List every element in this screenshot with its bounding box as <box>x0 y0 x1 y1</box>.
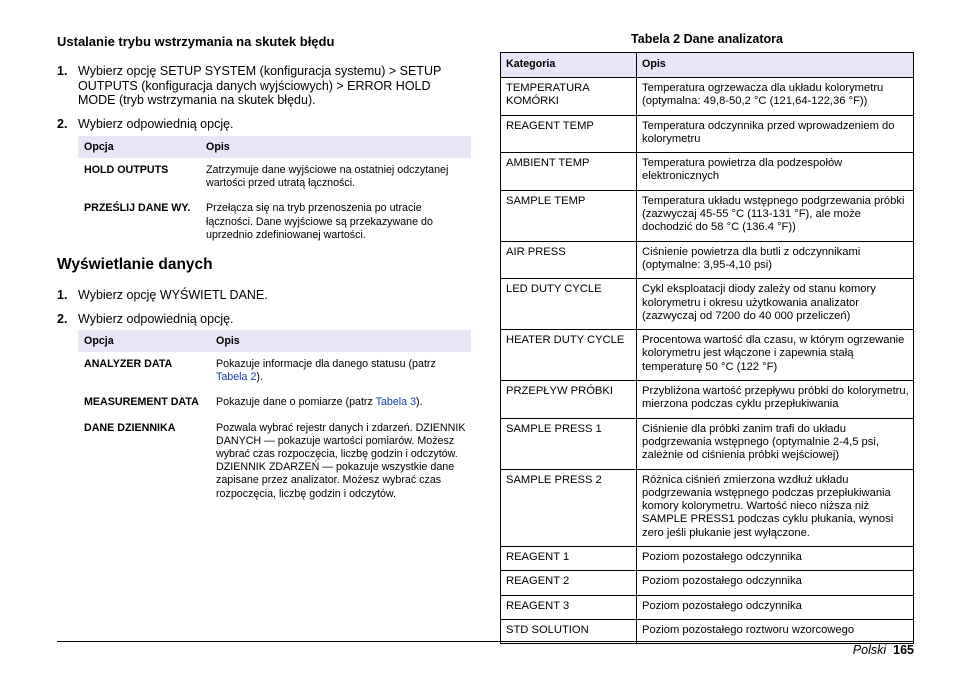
table-row <box>501 279 914 330</box>
table-row <box>501 153 914 191</box>
table-3-link[interactable]: Tabela 3 <box>375 396 417 409</box>
page-footer <box>853 643 914 657</box>
step-number: 2. <box>57 311 68 326</box>
option-description: Przełącza się na tryb przenoszenia po utracie łączności. Dane wyjściowe są przekazywane do uprzednio zdefiniowanej wartości. <box>206 202 433 241</box>
footer-divider <box>57 641 914 642</box>
step-text: Wybierz odpowiednią opcję. <box>78 116 234 131</box>
steps-list-error-hold <box>57 64 471 140</box>
category-cell: STD SOLUTION <box>501 619 637 643</box>
category-cell: PRZEPŁYW PRÓBKI <box>501 381 637 419</box>
step-text: Wybierz odpowiednią opcję. <box>78 311 234 326</box>
analyzer-data-table <box>500 52 914 644</box>
category-cell: LED DUTY CYCLE <box>501 279 637 330</box>
table-row <box>501 469 914 546</box>
step-item <box>57 312 471 327</box>
table-row <box>501 241 914 279</box>
steps-list-view-data <box>57 288 471 335</box>
option-name: PRZEŚLIJ DANE WY. <box>84 202 191 215</box>
table-row <box>501 547 914 571</box>
option-description: Zatrzymuje dane wyjściowe na ostatniej odczytanej wartości przed utratą łączności. <box>206 164 449 190</box>
table-header-description: Opis <box>200 136 471 158</box>
description-cell: Temperatura powietrza dla podzespołów elektronicznych <box>637 153 914 191</box>
description-cell: Procentowa wartość dla czasu, w którym ogrzewanie kolorymetru jest włączone i zapewnia stałą temperaturę 50 °C (122 °F) <box>637 330 914 381</box>
table-row <box>501 418 914 469</box>
description-cell: Przybliżona wartość przepływu próbki do kolorymetru, mierzona podczas cyklu przepłukiwania <box>637 381 914 419</box>
section-title-view-data: Wyświetlanie danych <box>57 256 213 273</box>
section-title-error-hold: Ustalanie trybu wstrzymania na skutek błędu <box>57 34 335 49</box>
step-item <box>57 64 471 108</box>
description-cell: Poziom pozostałego odczynnika <box>637 571 914 595</box>
description-cell: Temperatura odczynnika przed wprowadzeniem do kolorymetru <box>637 115 914 153</box>
table-row <box>78 352 471 390</box>
table-row <box>501 330 914 381</box>
category-cell: HEATER DUTY CYCLE <box>501 330 637 381</box>
table-row <box>501 381 914 419</box>
table-header-description: Opis <box>210 330 471 352</box>
category-cell: SAMPLE PRESS 2 <box>501 469 637 546</box>
category-cell: REAGENT TEMP <box>501 115 637 153</box>
step-number: 1. <box>57 64 68 78</box>
table-row <box>501 190 914 241</box>
error-hold-options-table <box>78 136 471 248</box>
description-cell: Różnica ciśnień zmierzona wzdłuż układu podgrzewania wstępnego podczas przepłukiwania komory kolorymetru. Wartość nieco niższa niż SAMPLE PRESS1 podczas cyklu płukania, wynosi zero jeśli płukanie jest wyłączone. <box>637 469 914 546</box>
category-cell: REAGENT 3 <box>501 595 637 619</box>
step-number: 1. <box>57 288 68 302</box>
view-data-options-table <box>78 330 471 507</box>
description-cell: Temperatura ogrzewacza dla układu kolorymetru (optymalna: 49,8-50,2 °C (121,64-122,36 °F)) <box>637 78 914 116</box>
table-row <box>501 78 914 116</box>
description-cell: Poziom pozostałego odczynnika <box>637 595 914 619</box>
table-row <box>501 115 914 153</box>
table-header-option: Opcja <box>78 136 200 158</box>
table-row <box>501 571 914 595</box>
description-cell: Temperatura układu wstępnego podgrzewania próbki (zazwyczaj 45-55 °C (113-131 °F), ale może dochodzić do 58 °C (136.4 °F)) <box>637 190 914 241</box>
category-cell: TEMPERATURA KOMÓRKI <box>501 78 637 116</box>
step-item <box>57 288 471 303</box>
table-header-option: Opcja <box>78 330 210 352</box>
table-row <box>78 158 471 196</box>
description-cell: Poziom pozostałego odczynnika <box>637 547 914 571</box>
page-number: 165 <box>893 643 914 657</box>
description-cell: Ciśnienie dla próbki zanim trafi do układu podgrzewania wstępnego (optymalnie 2-4,5 psi, zależnie od ciśnienia próbki wejściowej) <box>637 418 914 469</box>
option-description: Pozwala wybrać rejestr danych i zdarzeń. DZIENNIK DANYCH — pokazuje wartości pomiarów. Możesz wybrać czas rozpoczęcia, liczbę godzin i odczytów. DZIENNIK ZDARZEŃ — pokazuje wszystkie dane zapisane przez analizator. Możesz wybrać czas rozpoczęcia, liczbę godzin i odczytów. <box>216 421 466 500</box>
option-name: ANALYZER DATA <box>84 358 173 370</box>
category-cell: REAGENT 1 <box>501 547 637 571</box>
category-cell: REAGENT 2 <box>501 571 637 595</box>
table-row <box>78 196 471 248</box>
table-header-category: Kategoria <box>501 53 637 78</box>
description-cell: Poziom pozostałego roztworu wzorcowego <box>637 619 914 643</box>
step-text: Wybierz opcję WYŚWIETL DANE. <box>78 288 268 302</box>
option-name: HOLD OUTPUTS <box>84 164 169 176</box>
category-cell: SAMPLE TEMP <box>501 190 637 241</box>
table-row <box>78 416 471 507</box>
table-2-link[interactable]: Tabela 2 <box>216 371 257 384</box>
category-cell: AMBIENT TEMP <box>501 153 637 191</box>
description-cell: Ciśnienie powietrza dla butli z odczynnikami (optymalne: 3,95-4,10 psi) <box>637 241 914 279</box>
table-caption: Tabela 2 Dane analizatora <box>631 32 783 46</box>
category-cell: SAMPLE PRESS 1 <box>501 418 637 469</box>
option-description: Pokazuje informacje dla danego statusu (patrz Tabela 2). <box>216 358 436 384</box>
option-name: DANE DZIENNIKA <box>84 421 176 434</box>
step-number: 2. <box>57 116 68 131</box>
category-cell: AIR PRESS <box>501 241 637 279</box>
option-name: MEASUREMENT DATA <box>84 396 199 409</box>
description-cell: Cykl eksploatacji diody zależy od stanu komory kolorymetru i okresu użytkowania analizator (zazwyczaj od 7200 do 40 000 przeliczeń) <box>637 279 914 330</box>
table-row <box>78 390 471 415</box>
step-item <box>57 117 471 132</box>
table-header-description: Opis <box>637 53 914 78</box>
option-description: Pokazuje dane o pomiarze (patrz Tabela 3). <box>216 396 423 409</box>
footer-language: Polski <box>852 643 887 657</box>
table-row <box>501 595 914 619</box>
step-text: Wybierz opcję SETUP SYSTEM (konfiguracja systemu) > SETUP OUTPUTS (konfiguracja danych wyjściowych) > ERROR HOLD MODE (tryb wstrzymania na skutek błędu). <box>78 64 442 107</box>
